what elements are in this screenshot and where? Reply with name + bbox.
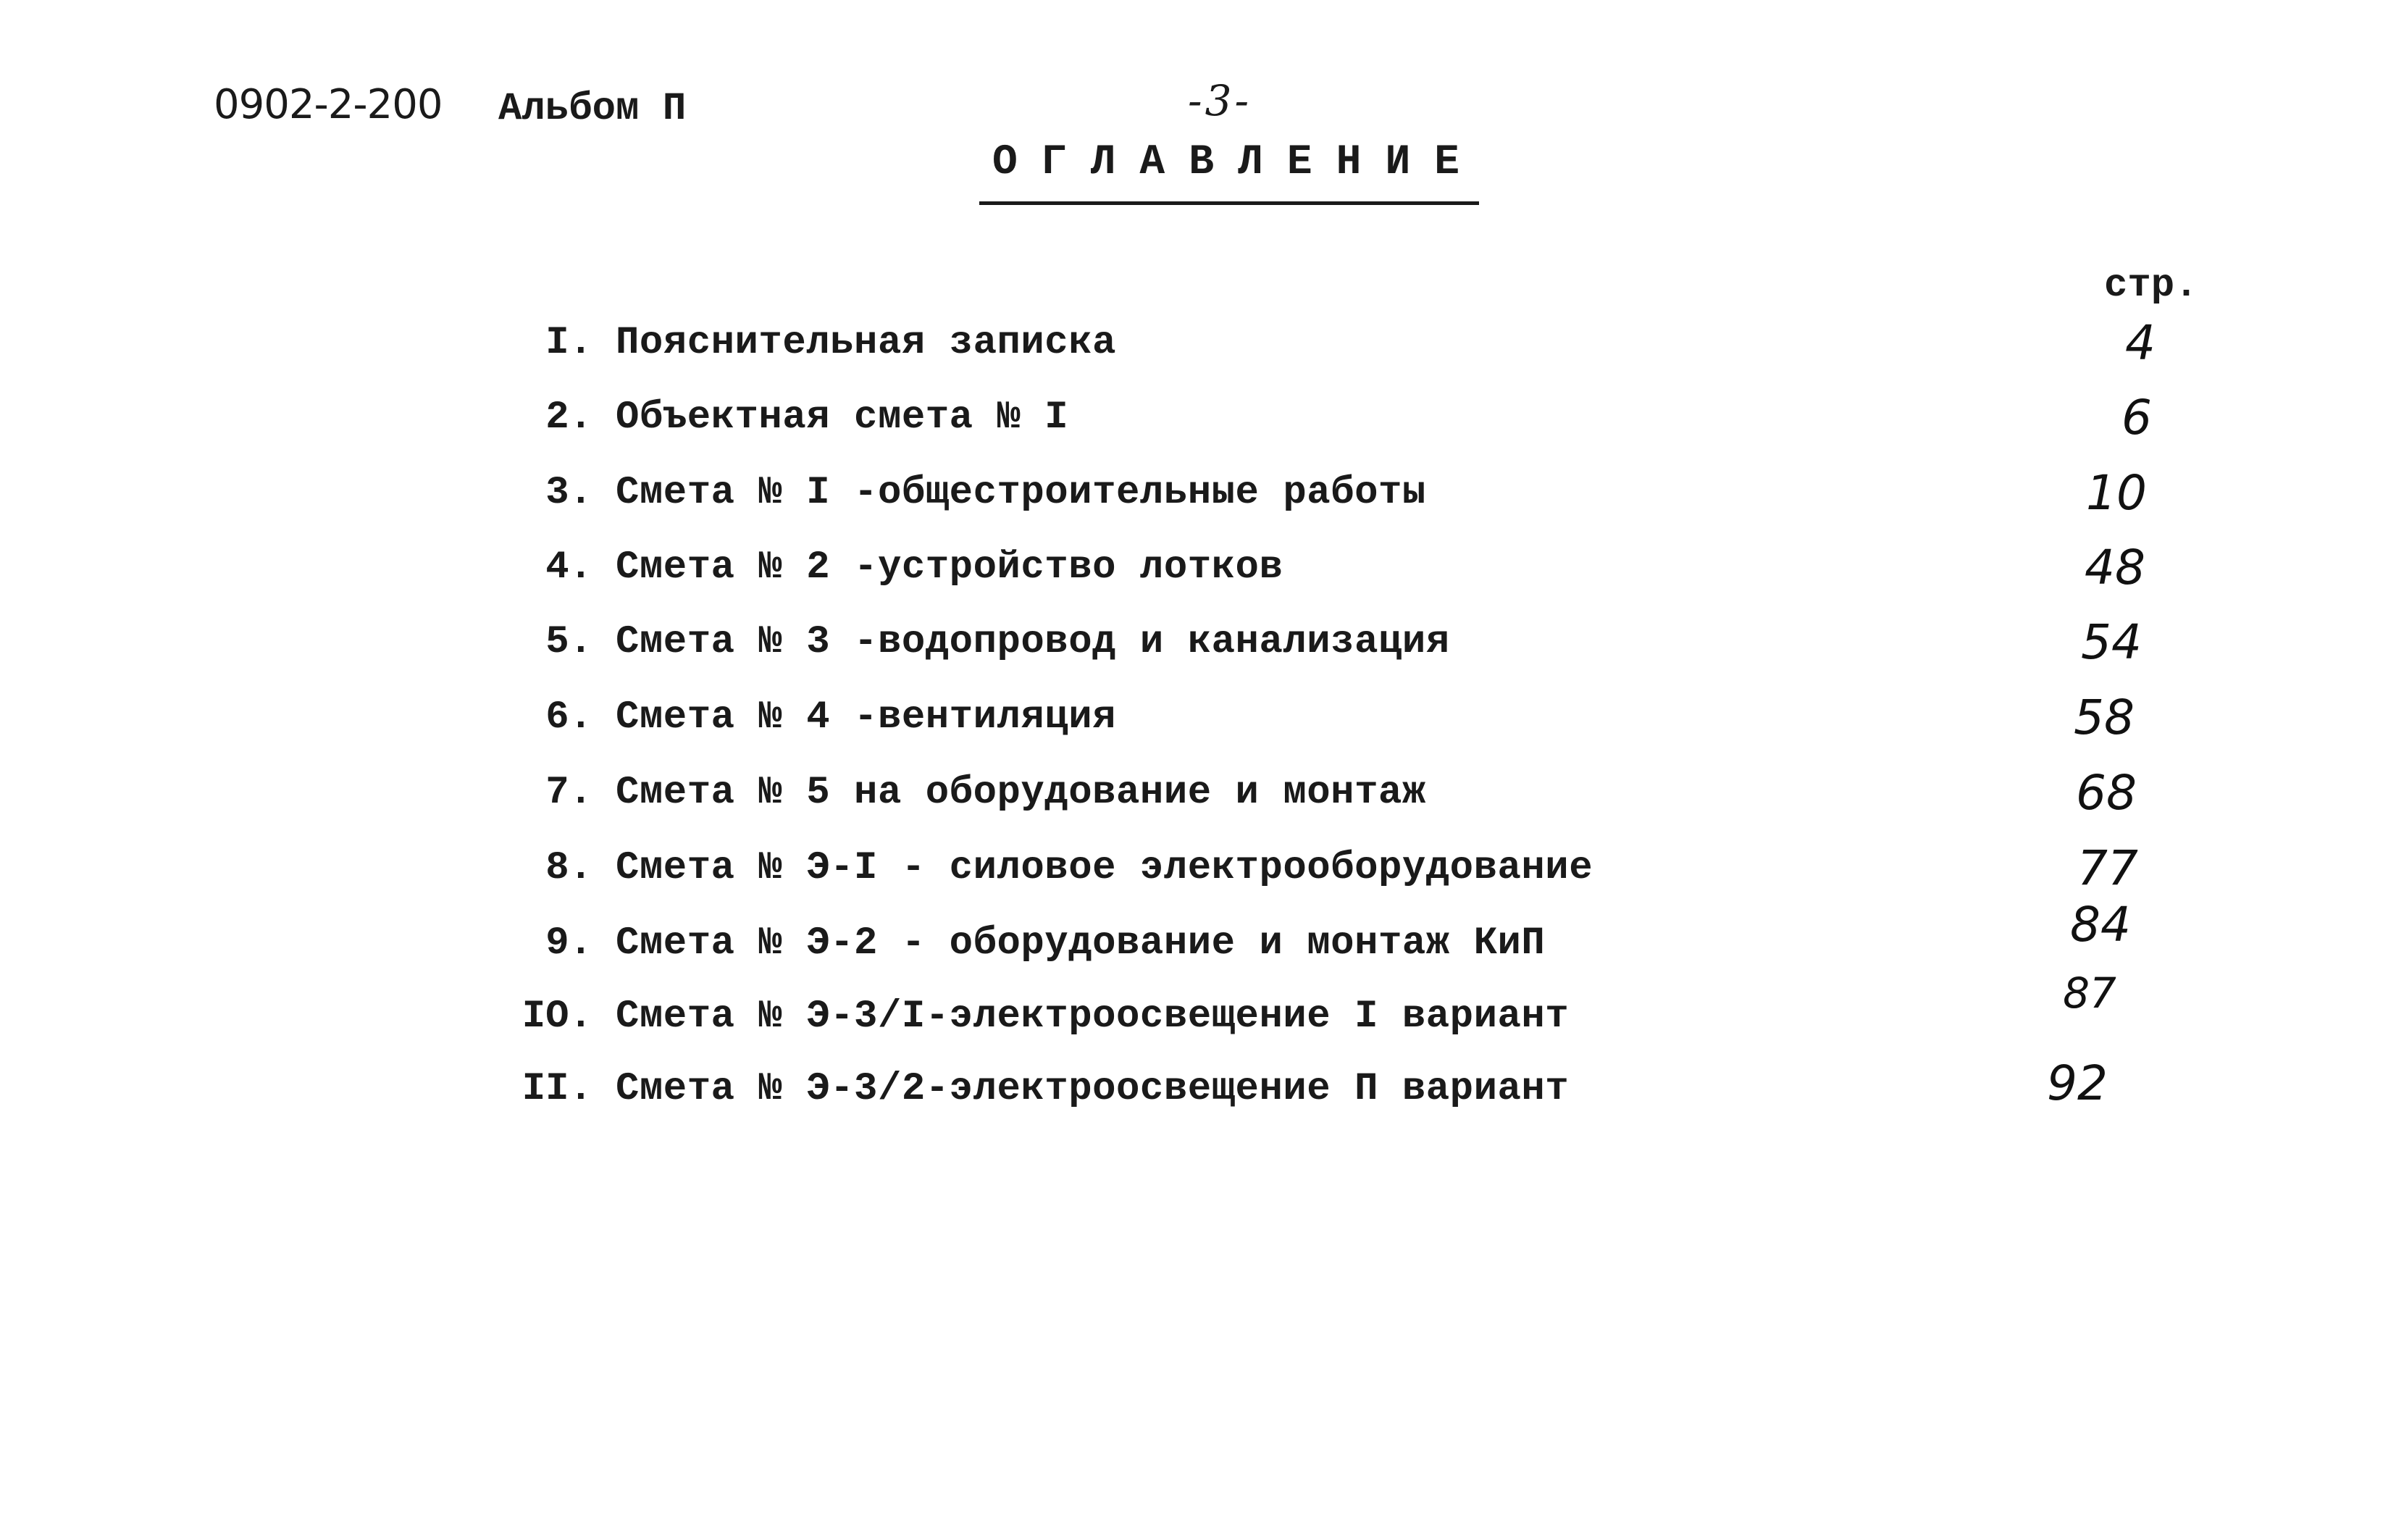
toc-entry-title: Смета № Э-3/2-электроосвещение П вариант xyxy=(616,1067,1570,1111)
toc-entry-title: Смета № Э-2 - оборудование и монтаж КиП xyxy=(616,921,1546,966)
toc-entry-title: Смета № 5 на оборудование и монтаж xyxy=(616,771,1426,815)
toc-entry-title: Смета № Э-I - силовое электрооборудование xyxy=(616,846,1593,890)
toc-entry xyxy=(0,1055,2396,1125)
toc-entry-number: 4. xyxy=(545,545,592,590)
toc-entry-page: 4 xyxy=(2125,315,2156,371)
toc-entry-page: 48 xyxy=(2085,540,2145,595)
toc-entry-number: 3. xyxy=(545,471,592,515)
toc-entry-page: 6 xyxy=(2121,390,2152,445)
toc-entry xyxy=(0,690,2396,753)
toc-entry-number: IO. xyxy=(521,995,592,1039)
toc-entry xyxy=(0,968,2396,1053)
toc-entry xyxy=(0,465,2396,529)
toc-entry-title: Пояснительная записка xyxy=(616,321,1117,365)
toc-entry-number: 2. xyxy=(545,396,592,440)
toc-entry xyxy=(0,315,2396,379)
toc-entry-number: 9. xyxy=(545,921,592,966)
toc-entry-title: Объектная смета № I xyxy=(616,396,1069,440)
page-column-label: стр. xyxy=(2104,264,2198,308)
toc-entry-page: 54 xyxy=(2081,614,2142,670)
toc-entry-number: II. xyxy=(521,1067,592,1111)
page-title: ОГЛАВЛЕНИЕ xyxy=(992,139,1484,186)
toc-entry xyxy=(0,540,2396,603)
toc-entry-title: Смета № Э-3/I-электроосвещение I вариант xyxy=(616,995,1570,1039)
toc-entry-title: Смета № 3 -водопровод и канализация xyxy=(616,620,1450,664)
toc-entry-page: 92 xyxy=(2047,1055,2108,1111)
title-underline xyxy=(979,201,1479,205)
page-number: -3- xyxy=(1188,76,1252,125)
toc-entry xyxy=(0,614,2396,678)
toc-entry-page: 10 xyxy=(2086,465,2147,521)
toc-entry-number: 6. xyxy=(545,695,592,740)
toc-entry-number: I. xyxy=(545,321,592,365)
toc-entry-page: 84 xyxy=(2070,897,2131,953)
toc-entry-page: 87 xyxy=(2063,968,2116,1018)
document-code: 0902-2-200 xyxy=(214,81,443,128)
toc-entry-title: Смета № 2 -устройство лотков xyxy=(616,545,1283,590)
toc-entry xyxy=(0,390,2396,453)
toc-entry xyxy=(0,840,2396,904)
toc-entry-title: Смета № 4 -вентиляция xyxy=(616,695,1117,740)
toc-entry-number: 5. xyxy=(545,620,592,664)
album-label: Альбом П xyxy=(498,87,687,131)
toc-entry-title: Смета № I -общестроительные работы xyxy=(616,471,1426,515)
toc-entry-page: 68 xyxy=(2076,765,2137,821)
toc-entry xyxy=(0,765,2396,829)
toc-entry-page: 77 xyxy=(2077,840,2138,896)
toc-entry-number: 8. xyxy=(545,846,592,890)
toc-entry-page: 58 xyxy=(2074,690,2135,745)
toc-entry-number: 7. xyxy=(545,771,592,815)
